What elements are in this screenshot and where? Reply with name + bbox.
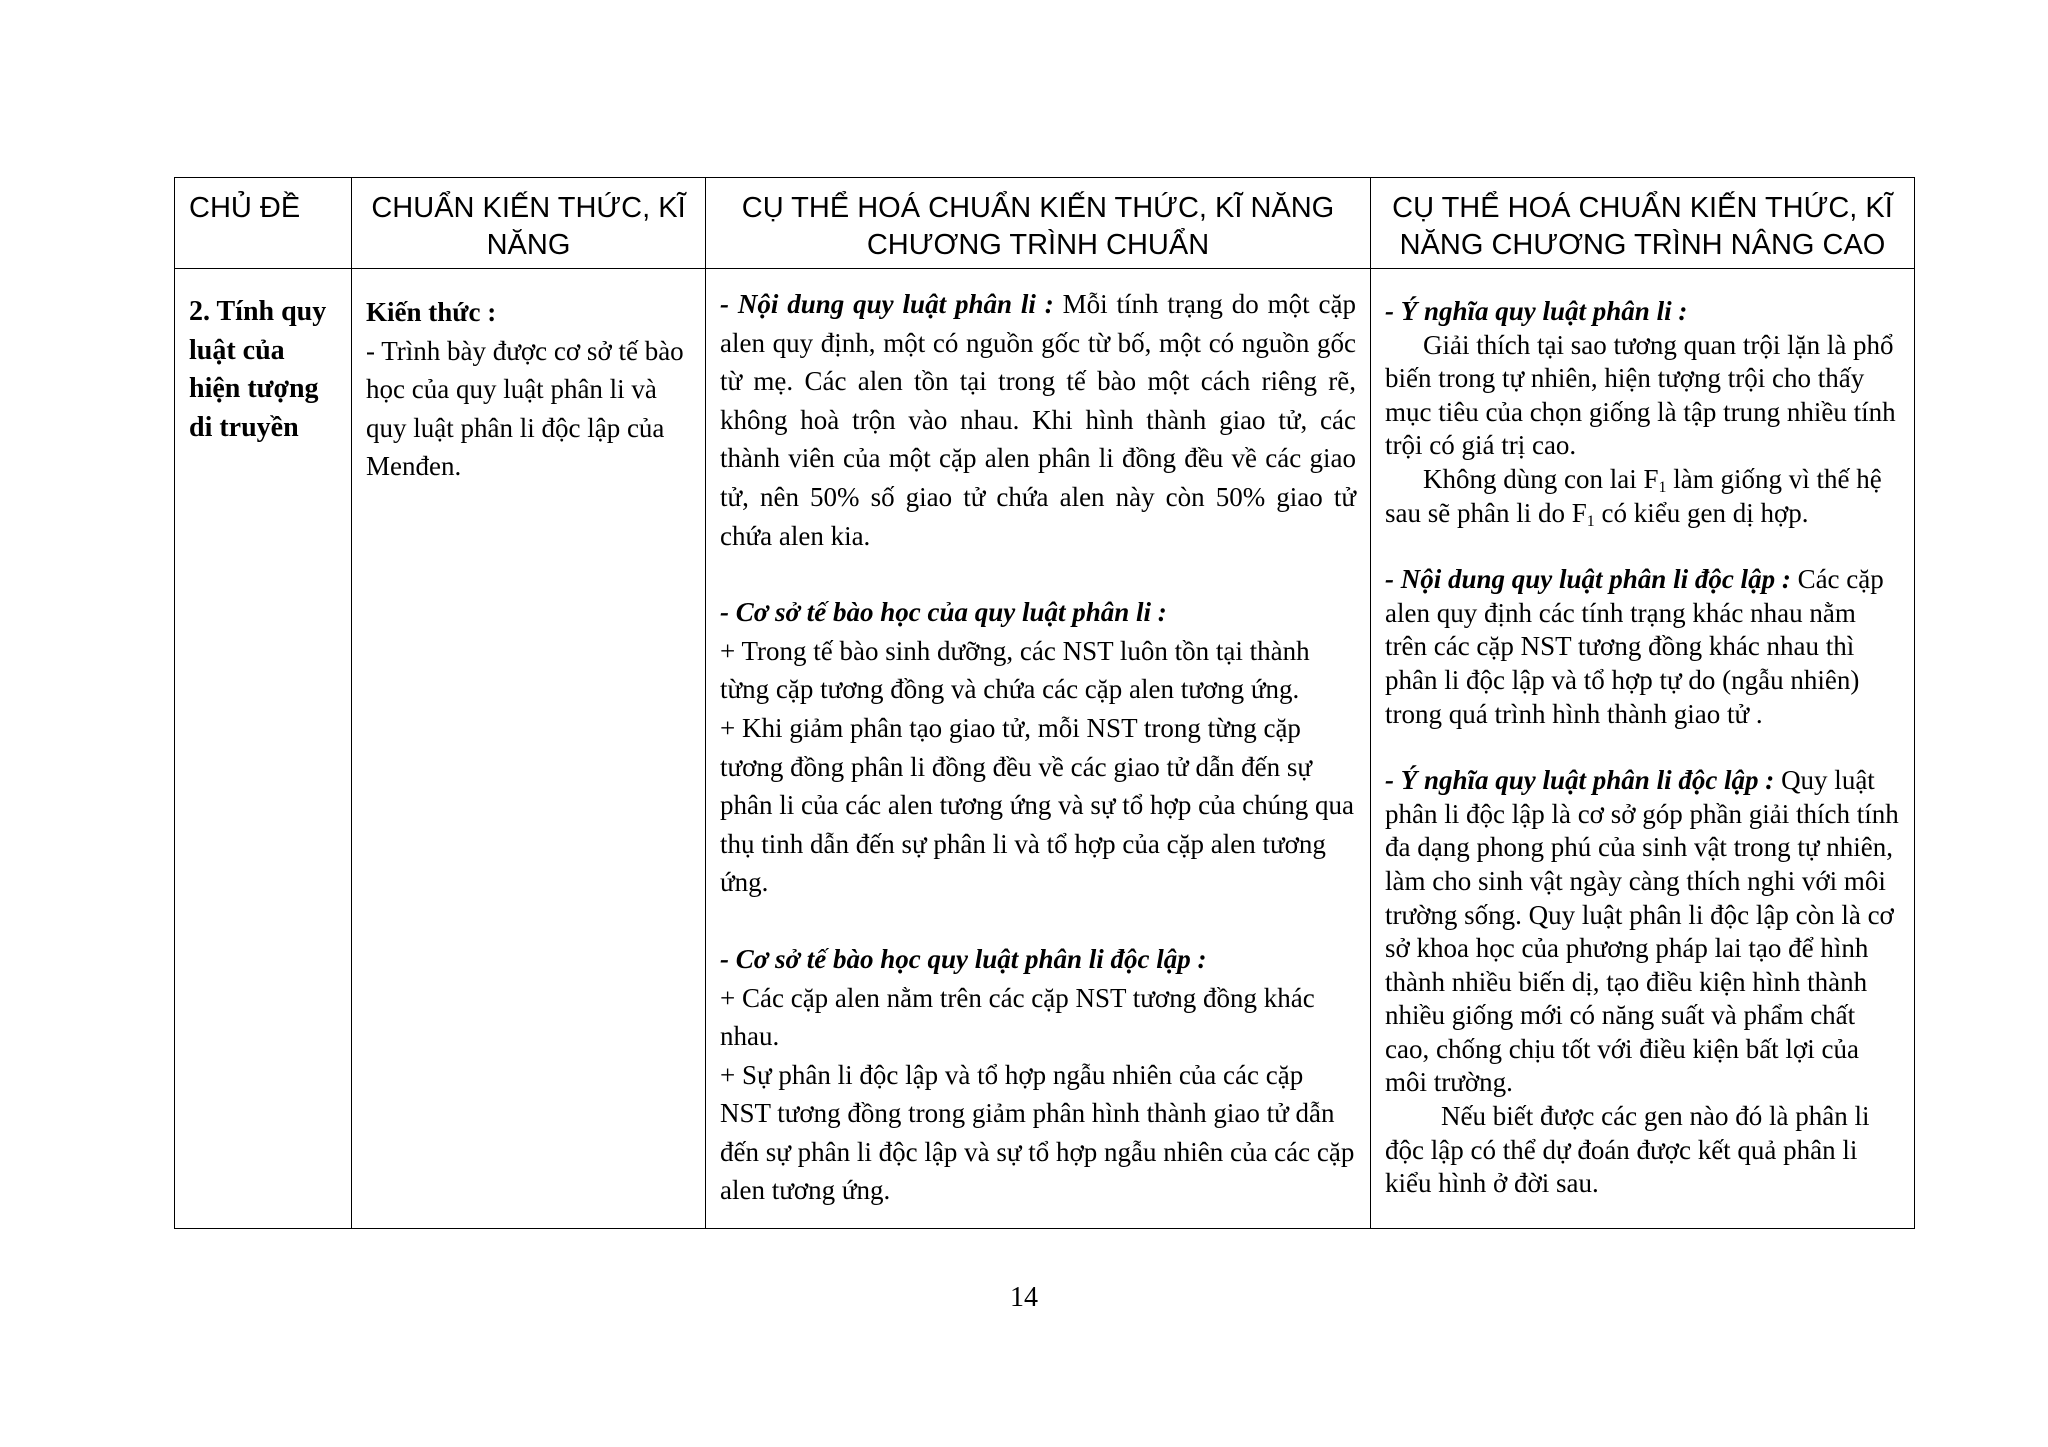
header-row: [175, 178, 1915, 269]
basic-s1-title: - Nội dung quy luật phân li :: [720, 289, 1054, 319]
header-standard: CHUẨN KIẾN THỨC, KĨ NĂNG: [352, 178, 706, 269]
topic-cell: [175, 269, 352, 1229]
header-advanced-program: CỤ THỂ HOÁ CHUẨN KIẾN THỨC, KĨ NĂNG CHƯƠNG TRÌNH NÂNG CAO: [1371, 178, 1915, 269]
basic-s3-title: - Cơ sở tế bào học quy luật phân li độc lập :: [720, 943, 1207, 974]
standard-heading: Kiến thức :: [366, 297, 497, 327]
standard-text: - Trình bày được cơ sở tế bào học của quy luật phân li và quy luật phân li độc lập của Menđen.: [366, 335, 684, 481]
page-number: 14: [1010, 1282, 1038, 1313]
topic-text: 2. Tính quy luật của hiện tượng di truyền: [189, 296, 327, 444]
advanced-program-cell: [1371, 269, 1915, 1229]
adv-s2-text: Các cặp alen quy định các tính trạng khác nhau nằm trên các cặp NST tương đồng khác nhau thì phân li độc lập và tổ hợp tự do (ngẫu nhiên) trong quá trình hình thành giao tử .: [1385, 564, 1884, 729]
adv-section-3: [1385, 764, 1900, 1100]
adv-s3-text: Quy luật phân li độc lập là cơ sở góp phần giải thích tính đa dạng phong phú của sinh vật trong tự nhiên, làm cho sinh vật ngày càng thích nghi với môi trường sống. Quy luật phân li độc lập còn là cơ sở khoa học của phương pháp lai tạo để hình thành nhiều biến dị, tạo điều kiện hình thành nhiều giống mới có năng suất và phẩm chất cao, chống chịu tốt với điều kiện bất lợi của môi trường.: [1385, 765, 1899, 1098]
basic-program-cell: [706, 269, 1371, 1229]
basic-s1-text: Mỗi tính trạng do một cặp alen quy định, một có nguồn gốc từ bố, một có nguồn gốc từ mẹ. Các alen tồn tại trong tế bào một cách riêng rẽ, không hoà trộn vào nhau. Khi hình thành giao tử, các thành viên của một cặp alen phân li đồng đều về các giao tử, nên 50% số giao tử chứa alen này còn 50% giao tử chứa alen kia.: [720, 289, 1356, 551]
basic-s2-p1: + Trong tế bào sinh dưỡng, các NST luôn tồn tại thành từng cặp tương đồng và chứa các cặp alen tương ứng.: [720, 635, 1310, 705]
basic-s3-p2: + Sự phân li độc lập và tổ hợp ngẫu nhiên của các cặp NST tương đồng trong giảm phân hình thành giao tử dẫn đến sự phân li độc lập và sự tổ hợp ngẫu nhiên của các cặp alen tương ứng.: [720, 1059, 1355, 1206]
adv-section-2: [1385, 563, 1900, 731]
adv-s1-title: - Ý nghĩa quy luật phân li :: [1385, 296, 1688, 326]
basic-s3-p1: + Các cặp alen nằm trên các cặp NST tương đồng khác nhau.: [720, 982, 1315, 1052]
basic-section-1: [720, 285, 1356, 555]
adv-s2-title: - Nội dung quy luật phân li độc lập :: [1385, 564, 1791, 595]
table-row: [175, 269, 1915, 1229]
basic-s2-title: - Cơ sở tế bào học của quy luật phân li :: [720, 597, 1167, 628]
curriculum-table: [174, 177, 1915, 1229]
standard-cell: [352, 269, 706, 1229]
adv-s1-p1: Giải thích tại sao tương quan trội lặn là phổ biến trong tự nhiên, hiện tượng trội cho thấy mục tiêu của chọn giống là tập trung nhiều tính trội có giá trị cao.: [1385, 329, 1896, 461]
adv-s3-title: - Ý nghĩa quy luật phân li độc lập :: [1385, 765, 1775, 796]
adv-s3-p2: Nếu biết được các gen nào đó là phân li độc lập có thể dự đoán được kết quả phân li kiểu hình ở đời sau.: [1385, 1101, 1870, 1199]
basic-s2-p2: + Khi giảm phân tạo giao tử, mỗi NST trong từng cặp tương đồng phân li đồng đều về các giao tử dẫn đến sự phân li của các alen tương ứng và sự tổ hợp của chúng qua thụ tinh dẫn đến sự phân li và tổ hợp của cặp alen tương ứng.: [720, 712, 1355, 898]
adv-s1-p2: Không dùng con lai $F_1$ làm giống vì thế hệ sau sẽ phân li do $F_1$ có kiểu gen dị hợp.: [1385, 463, 1882, 530]
header-basic-program: CỤ THỂ HOÁ CHUẨN KIẾN THỨC, KĨ NĂNG CHƯƠNG TRÌNH CHUẨN: [706, 178, 1371, 269]
header-topic: CHỦ ĐỀ: [175, 178, 352, 269]
